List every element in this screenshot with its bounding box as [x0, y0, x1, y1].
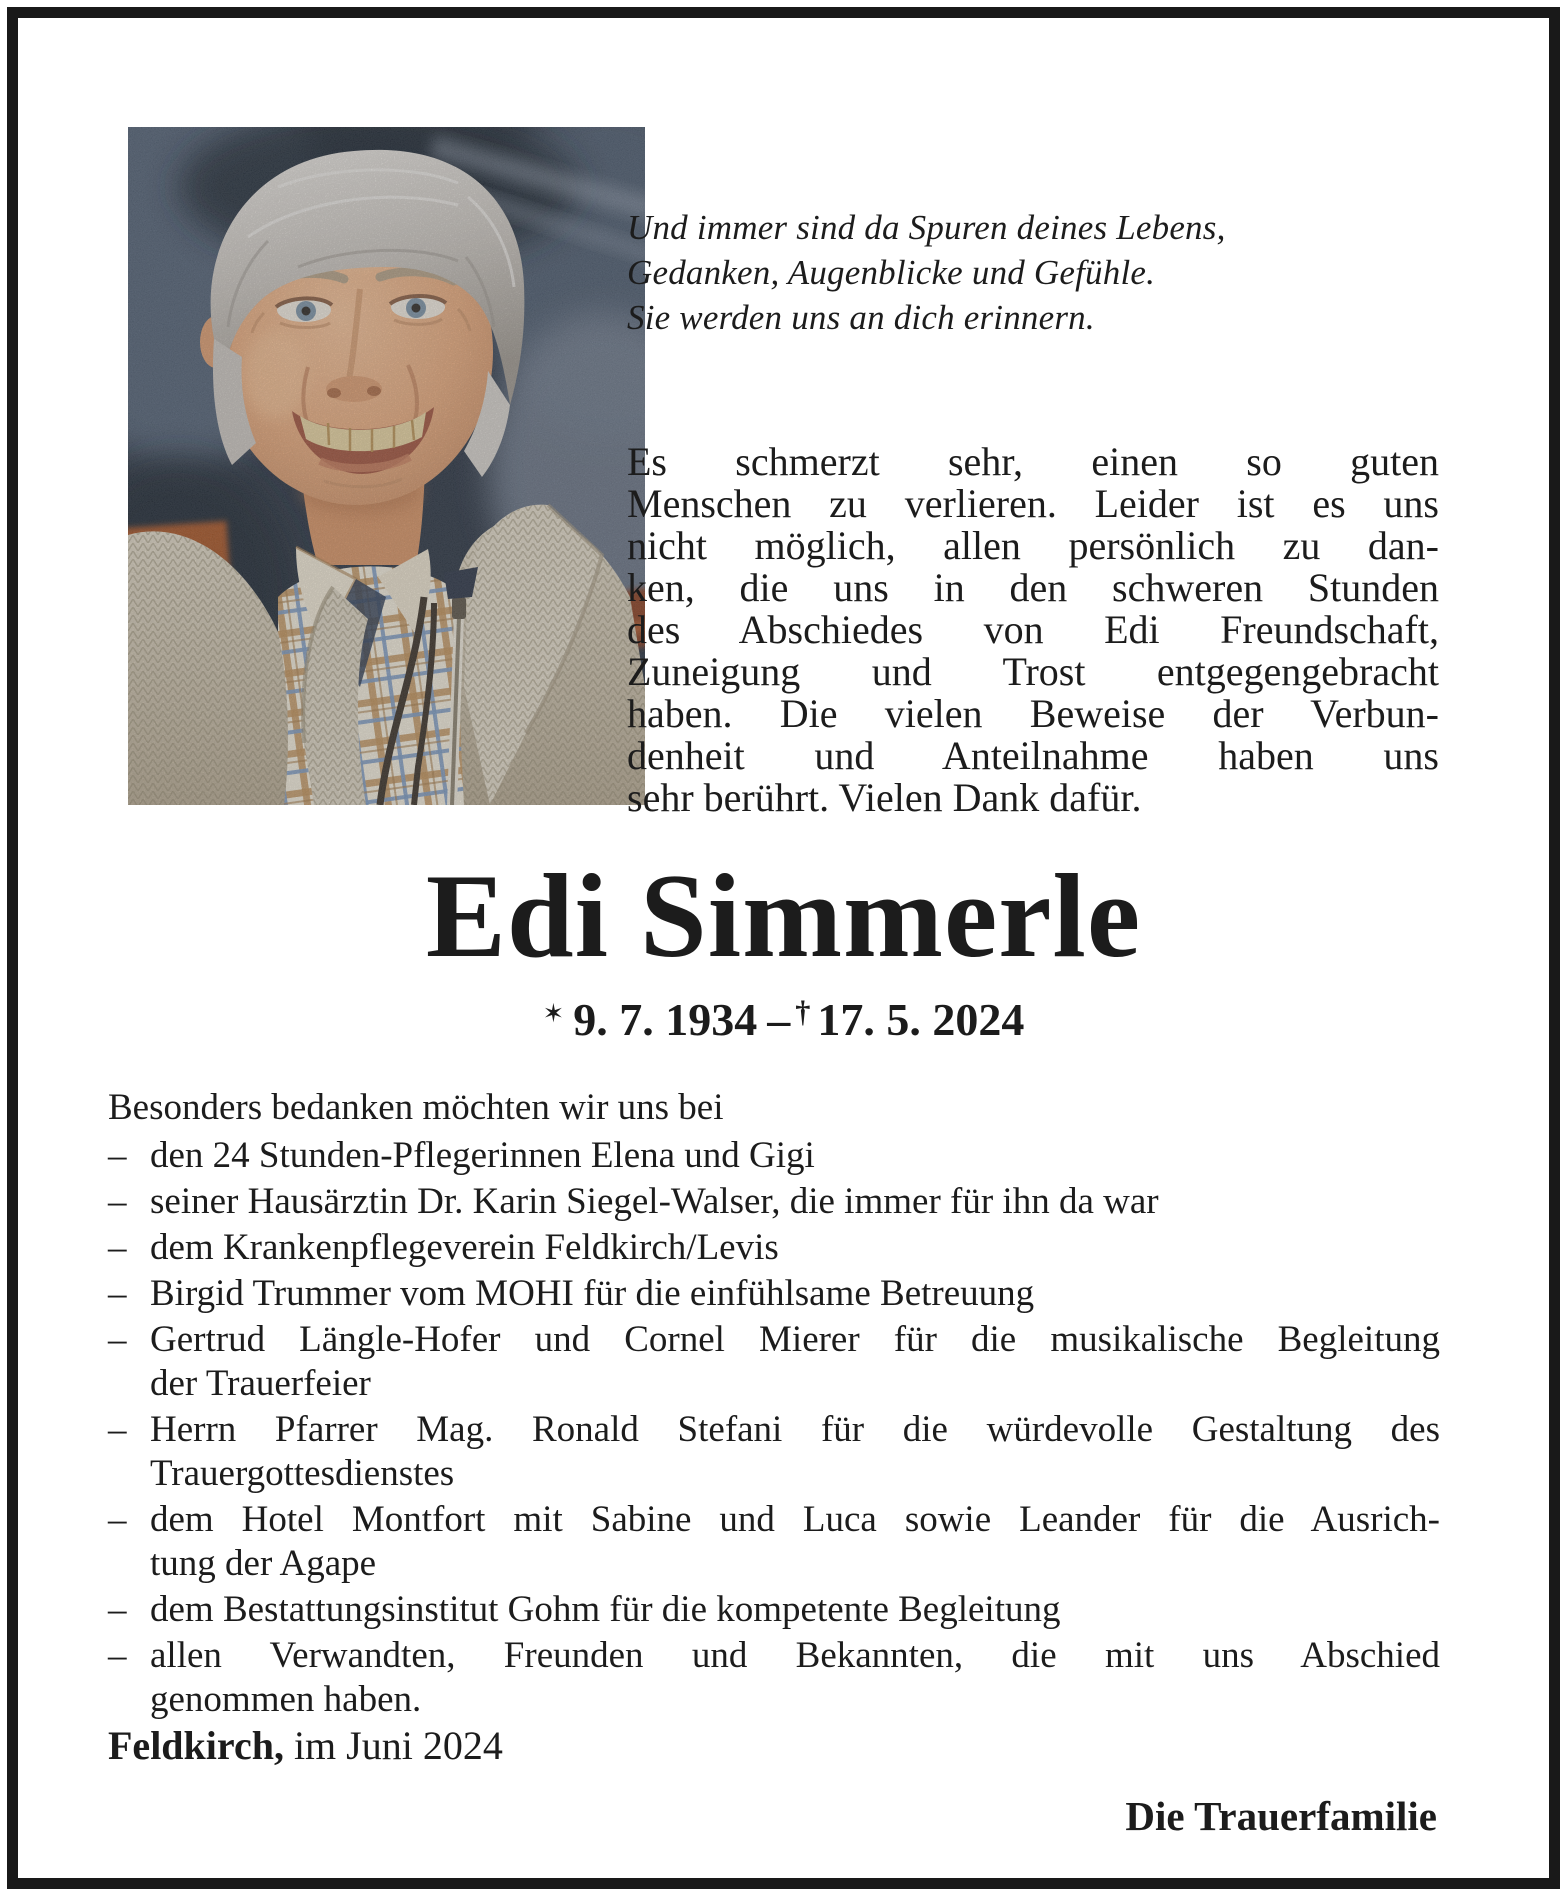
thanks-item-text [150, 1134, 1440, 1178]
message-line: denheit und Anteilnahme haben uns [627, 733, 1439, 778]
message-line: Zuneigung und Trost entgegengebracht [627, 649, 1439, 694]
quote-line: Gedanken, Augenblicke und Gefühle. [627, 253, 1156, 292]
thanks-item-text [150, 1180, 1440, 1224]
deceased-name: Edi Simmerle [425, 849, 1142, 982]
memorial-quote [627, 205, 1439, 340]
portrait-photo [128, 127, 645, 805]
list-dash-bullet: – [108, 1319, 127, 1360]
message-line: haben. Die vielen Beweise der Verbun- [627, 691, 1439, 736]
list-dash-bullet: – [108, 1635, 127, 1676]
thanks-item-text [150, 1498, 1440, 1586]
thanks-item-line: seiner Hausärztin Dr. Karin Siegel-Walser, die immer für ihn da war [150, 1181, 1159, 1222]
thanks-item-line: genommen haben. [150, 1679, 422, 1720]
quote-line: Sie werden uns an dich erinnern. [627, 298, 1095, 337]
thanks-item-line: der Trauerfeier [150, 1363, 371, 1404]
signature: Die Trauerfamilie [1125, 1793, 1437, 1839]
message-line: nicht möglich, allen persönlich zu dan- [627, 523, 1439, 568]
thanks-item [108, 1226, 1440, 1270]
list-dash-bullet: – [108, 1181, 127, 1222]
list-dash-bullet: – [108, 1273, 127, 1314]
message-line: Menschen zu verlieren. Leider ist es uns [627, 481, 1439, 526]
closing-place: Feldkirch, [108, 1723, 284, 1768]
thanks-item-line: allen Verwandten, Freunden und Bekannten, die mit uns Abschied [150, 1635, 1440, 1676]
thanks-item-line: den 24 Stunden-Pflegerinnen Elena und Gigi [150, 1135, 815, 1176]
death-symbol: † [795, 995, 811, 1030]
thanks-item-line: tung der Agape [150, 1543, 377, 1584]
thanks-item [108, 1272, 1440, 1316]
life-dates [0, 994, 1567, 1045]
thanks-item-text [150, 1226, 1440, 1270]
thanks-item-text [150, 1408, 1440, 1496]
thanks-item [108, 1588, 1440, 1632]
birth-symbol: ✶ [542, 999, 565, 1030]
thanks-item-text [150, 1318, 1440, 1406]
thanks-item-line: dem Krankenpflegeverein Feldkirch/Levis [150, 1227, 779, 1268]
thanks-item [108, 1134, 1440, 1178]
death-date: 17. 5. 2024 [817, 994, 1025, 1045]
thanks-item-line: Birgid Trummer vom MOHI für die einfühlsame Betreuung [150, 1273, 1035, 1314]
birth-date: 9. 7. 1934 [573, 994, 758, 1045]
thanks-item-text [150, 1634, 1440, 1722]
list-dash-bullet: – [108, 1135, 127, 1176]
thanks-item-line: Trauergottesdienstes [150, 1453, 455, 1494]
thanks-message [627, 441, 1439, 819]
thanks-item-line: dem Hotel Montfort mit Sabine und Luca sowie Leander für die Ausrich- [150, 1499, 1440, 1540]
dates-separator: – [767, 994, 791, 1045]
closing-line [108, 1722, 503, 1770]
thanks-list [108, 1134, 1440, 1724]
thanks-item-line: dem Bestattungsinstitut Gohm für die kompetente Begleitung [150, 1589, 1061, 1630]
thanks-item [108, 1318, 1440, 1406]
thanks-item-line: Gertrud Längle-Hofer und Cornel Mierer für die musikalische Begleitung [150, 1319, 1440, 1360]
thanks-item-line: Herrn Pfarrer Mag. Ronald Stefani für die würdevolle Gestaltung des [150, 1409, 1440, 1450]
thanks-item [108, 1408, 1440, 1496]
message-line: sehr berührt. Vielen Dank dafür. [627, 775, 1142, 820]
list-dash-bullet: – [108, 1499, 127, 1540]
thanks-item-text [150, 1588, 1440, 1632]
thanks-item [108, 1634, 1440, 1722]
message-line: Es schmerzt sehr, einen so guten [627, 439, 1439, 484]
list-dash-bullet: – [108, 1227, 127, 1268]
message-line: ken, die uns in den schweren Stunden [627, 565, 1439, 610]
quote-line: Und immer sind da Spuren deines Lebens, [627, 208, 1226, 247]
message-line: des Abschiedes von Edi Freundschaft, [627, 607, 1439, 652]
thanks-item [108, 1498, 1440, 1586]
list-dash-bullet: – [108, 1589, 127, 1630]
thanks-item-text [150, 1272, 1440, 1316]
thanks-item [108, 1180, 1440, 1224]
closing-date: im Juni 2024 [293, 1723, 503, 1768]
thanks-intro: Besonders bedanken möchten wir uns bei [108, 1087, 724, 1128]
list-dash-bullet: – [108, 1409, 127, 1450]
